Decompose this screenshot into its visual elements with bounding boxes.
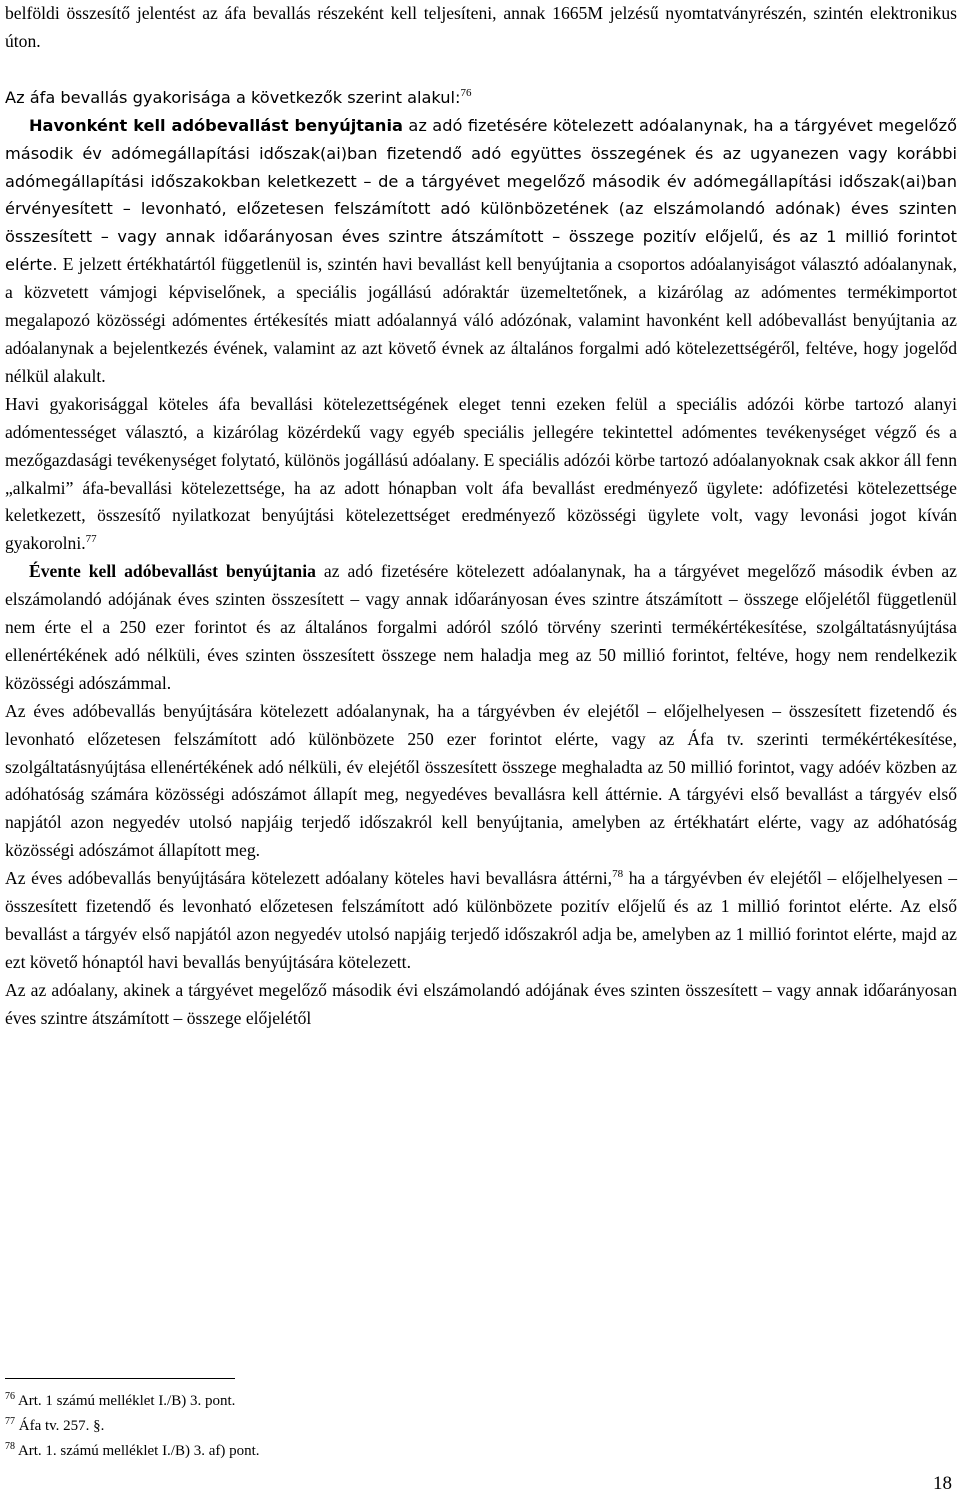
footnote-ref-77: 77 — [85, 533, 97, 546]
annual-to-monthly-text-a: Az éves adóbevallás benyújtására kötelezett adóalany köteles havi bevallásra áttérni, — [5, 868, 613, 889]
footnote-ref-78: 78 — [612, 868, 624, 881]
footnotes — [5, 1389, 905, 1464]
footnote-number: 77 — [5, 1416, 15, 1427]
intro-paragraph — [5, 0, 957, 56]
last-text: Az az adóalany, akinek a tárgyévet megelőző második évi elszámolandó adójának éves szinten összesített – vagy annak időarányosan éves szintre átszámított – összege előjelétől — [5, 979, 957, 1028]
footnote-text: Art. 1 számú melléklet I./B) 3. pont. — [17, 1393, 236, 1409]
annual-to-monthly-text-b: ha a tárgyévben év elejétől – előjelhelyesen – összesített fizetendő és levonható előzetesen felszámított adó különbözete pozitív előjelű és az 1 millió forintot elérte. Az első bevallást a tárgyév első napjától azon negyedév utolsó napjáig terjedő időszakról adja be, amelyben az 1 millió forintot elérte, majd az ezt követő hónaptól havi bevallás benyújtására kötelezett. — [5, 868, 957, 972]
annual-text: az adó fizetésére kötelezett adóalanynak, ha a tárgyévet megelőző második évben az elszámolandó adójának éves szinten összesített – vagy annak időarányosan éves szintre átszámított – összege előjelétől függetlenül nem érte el a 250 ezer forintot és az általános forgalmi adóról szóló törvény szerinti termékértékesítése, szolgáltatásnyújtása ellenértékének adó nélküli, éves szinten összesített összege nem haladja meg az 50 millió forintot, feltéve, hogy nem rendelkezik közösségi adószámmal. — [5, 561, 957, 693]
monthly-text: az adó fizetésére kötelezett adóalanynak, ha a tárgyévet megelőző második év adómegállapítási időszak(ai)ban fizetendő adó együttes összegének és az ugyanezen vagy korábbi adómegállapítási időszakokban keletkezett – de a tárgyévet megelőző második év adómegállapítási időszak(ai)ban érvényesített – levonható, előzetesen felszámított adó különbözetének (az elszámolandó adónak) éves szinten összesített – vagy annak időarányosan éves szintre átszámított – összege pozitív előjelű, és az 1 millió forintot elérte. — [5, 115, 957, 275]
special-paragraph — [5, 391, 957, 558]
body-text — [5, 0, 957, 1033]
footnote — [5, 1414, 905, 1439]
annual-paragraph — [5, 558, 957, 698]
monthly-bold-text: Havonként kell adóbevallást benyújtania — [29, 115, 403, 135]
footnote-number: 76 — [5, 1391, 15, 1402]
footnote — [5, 1389, 905, 1414]
footnote — [5, 1439, 905, 1464]
annual-obligation-text: Az éves adóbevallás benyújtására kötelezett adóalanynak, ha a tárgyévben év elejétől – előjelhelyesen – összesített fizetendő és levonható előzetesen felszámított adó különbözete 250 ezer forintot elérte, vagy az Áfa tv. szerinti termékértékesítése, szolgáltatásnyújtása ellenértékének adó nélküli, év elejétől összesített összege meghaladta az 50 millió forintot, vagy adóév közben az adóhatóság számára közösségi adószámot állapít meg, negyedéves bevallásra kell áttérnie. A tárgyévi első bevallást a tárgyév első napjától azon negyedév utolsó napjáig terjedő időszakról kell benyújtania, amelyben az értékhatárt elérte, vagy az adóhatóság közösségi adószámot állapított meg. — [5, 700, 957, 861]
last-paragraph — [5, 977, 957, 1033]
footnote-text: Áfa tv. 257. §. — [18, 1418, 105, 1434]
heading-text: Az áfa bevallás gyakorisága a következők szerint alakul: — [5, 87, 461, 107]
footnote-text: Art. 1. számú melléklet I./B) 3. af) pont. — [17, 1443, 260, 1459]
footnote-number: 78 — [5, 1441, 15, 1452]
annual-obligation-paragraph — [5, 698, 957, 865]
special-text: Havi gyakorisággal köteles áfa bevallási kötelezettségének eleget tenni ezeken felül a speciális adózói körbe tartozó alanyi adómentességet választó, a kizárólag közérdekű vagy egyéb speciális jellegére tekintettel adómentes tevékenységet végző és a mezőgazdasági tevékenységet folytató, különös jogállású adóalany. E speciális adózói körbe tartozó adóalanyoknak csak akkor áll fenn „alkalmi” áfa-bevallási kötelezettsége, ha az adott hónapban volt áfa bevallást eredményező ügylete: adófizetési kötelezettsége keletkezett, összesítő nyilatkozat benyújtási kötelezettséget eredményező közösségi ügylete volt, vagy levonási jogot kíván gyakorolni. — [5, 393, 958, 554]
annual-bold-text: Évente kell adóbevallást benyújtania — [29, 561, 316, 582]
footnote-divider — [5, 1378, 235, 1379]
page-number: 18 — [933, 1473, 952, 1494]
monthly-paragraph — [5, 112, 957, 391]
frequency-heading — [5, 84, 957, 112]
monthly-text-2: E jelzett értékhatártól függetlenül is, szintén havi bevallást kell benyújtania a csoportos adóalanyiságot választó adóalanynak, a közvetett vámjogi képviselőnek, a speciális jogállású adóraktár üzemeltetőnek, a kizárólag az adómentes termékimportot megalapozó közösségi adómentes értékesítés miatt adóalannyá váló adózónak, valamint havonként kell adóbevallást benyújtania az adóalanynak a bejelentkezés évének, valamint az azt követő évnek az általános forgalmi adó kötelezettségéről, feltéve, hogy jogelőd nélkül alakult. — [5, 254, 957, 386]
intro-text: belföldi összesítő jelentést az áfa bevallás részeként kell teljesíteni, annak 1665M jelzésű nyomtatványrészén, szintén elektronikus úton. — [5, 3, 957, 51]
footnote-ref-76: 76 — [460, 86, 472, 99]
annual-to-monthly-paragraph — [5, 865, 957, 977]
